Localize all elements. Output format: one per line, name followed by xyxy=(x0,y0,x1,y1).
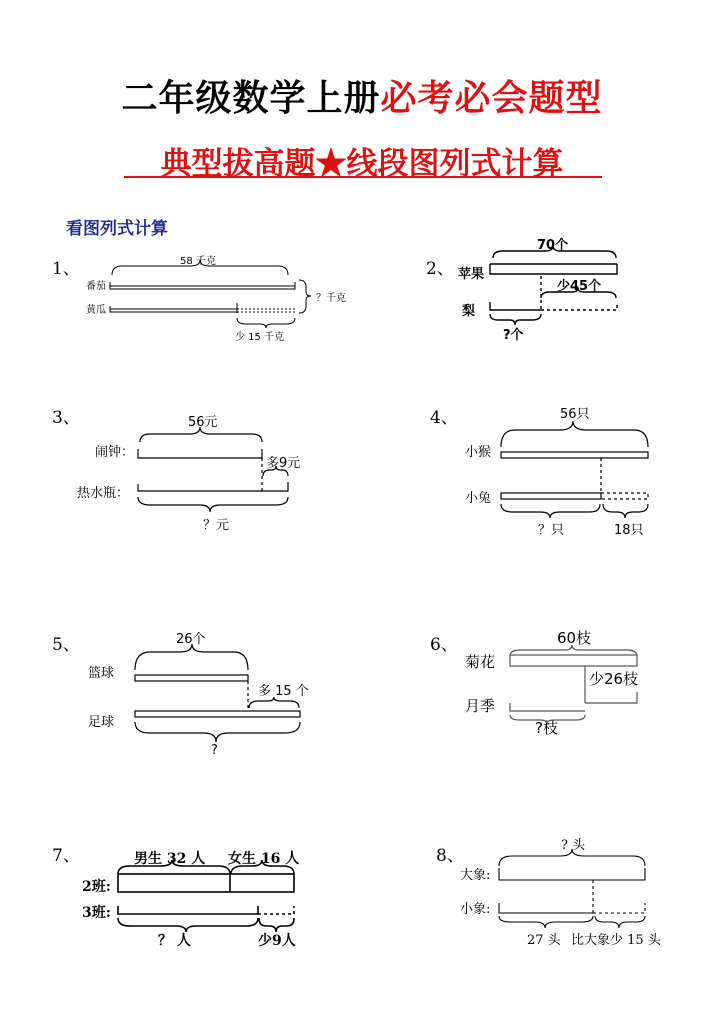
problem-1-number: 1、 xyxy=(52,259,80,279)
problem-2-row1-label: 苹果 xyxy=(458,267,485,282)
problem-4-top-label: 56只 xyxy=(560,407,590,422)
problem-5-row2-label: 足球 xyxy=(88,715,115,730)
problem-5-diff-label: 多 15 个 xyxy=(258,684,309,699)
problem-4-row2-label: 小兔 xyxy=(465,491,492,506)
problem-5-number: 5、 xyxy=(52,635,80,655)
problem-5-top-label: 26个 xyxy=(176,632,206,647)
problem-6-row2-label: 月季 xyxy=(465,697,496,715)
problem-1-top-label: 58 千克 xyxy=(180,256,216,267)
problem-1-row1-label: 番茄 xyxy=(86,281,106,292)
problem-7-row2-label: 3班: xyxy=(82,905,111,921)
problem-3-row1-label: 闹钟： xyxy=(95,445,135,460)
problem-7-top-left-label: 男生 32 人 xyxy=(134,851,206,867)
problem-8-top-brace xyxy=(499,849,645,866)
problem-8-bottom-left-brace xyxy=(499,916,593,928)
section-heading: 看图列式计算 xyxy=(66,219,168,239)
title-part1: 二年级数学上册 xyxy=(121,78,381,119)
problem-6-bottom-label: ?枝 xyxy=(535,719,558,737)
problem-8-number: 8、 xyxy=(436,846,464,866)
problem-7-number: 7、 xyxy=(52,846,80,866)
problem-5-row1-label: 篮球 xyxy=(88,666,115,681)
problem-8-bottom-right-label: 比大象少 15 头 xyxy=(571,933,661,948)
problem-1-row2-label: 黄瓜 xyxy=(86,305,106,316)
problem-2-diff-label: 少45个 xyxy=(557,279,602,294)
problem-7-bottom-label: ？ 人 xyxy=(158,933,191,949)
problem-4-number: 4、 xyxy=(430,408,458,428)
problem-7-top-right-label: 女生 16 人 xyxy=(228,851,300,867)
problem-8-bar-row2-dotted xyxy=(593,903,645,913)
problem-5-bottom-label: ? xyxy=(211,743,218,758)
problem-8-bottom-right-brace xyxy=(595,916,645,928)
problem-3-row2-label: 热水瓶： xyxy=(77,486,130,501)
problem-2-bottom-label: ?个 xyxy=(503,328,524,343)
problem-8-bottom-left-label: 27 头 xyxy=(527,933,561,948)
problem-8-row1-label: 大象: xyxy=(460,868,491,883)
problem-8-bar-row1 xyxy=(499,868,645,880)
problem-1-right-label: ？千克 xyxy=(316,293,346,304)
problem-2-top-label: 70个 xyxy=(537,238,569,253)
problem-3-top-label: 56元 xyxy=(188,415,218,430)
problem-6-row1-label: 菊花 xyxy=(465,653,496,671)
page-subtitle: 典型拔高题★线段图列式计算 xyxy=(160,146,564,182)
problem-2-number: 2、 xyxy=(426,259,454,279)
problem-3-diff-label: 多9元 xyxy=(266,456,301,471)
problem-2-row2-label: 梨 xyxy=(462,304,476,319)
problem-1-bottom-label: 少 15 千克 xyxy=(235,332,285,343)
problem-8-bar-row2 xyxy=(499,903,593,913)
problem-6-diff-label: 少26枝 xyxy=(589,670,639,688)
problem-3-bottom-label: ？元 xyxy=(203,518,230,533)
problem-4-row1-label: 小猴 xyxy=(465,445,492,460)
title-part2: 必考必会题型 xyxy=(380,78,603,119)
problem-3-number: 3、 xyxy=(52,408,80,428)
problem-8-top-label: ? 头 xyxy=(561,838,586,853)
problem-6-number: 6、 xyxy=(430,635,458,655)
problem-8-row2-label: 小象: xyxy=(460,902,491,917)
problem-4-bottom-right-label: 18只 xyxy=(614,523,644,538)
problem-4-bottom-left-label: ？只 xyxy=(538,523,565,538)
problem-7-row1-label: 2班: xyxy=(82,879,111,895)
problem-7-diff-label: 少9人 xyxy=(258,933,296,949)
problem-6-top-label: 60枝 xyxy=(557,629,592,647)
